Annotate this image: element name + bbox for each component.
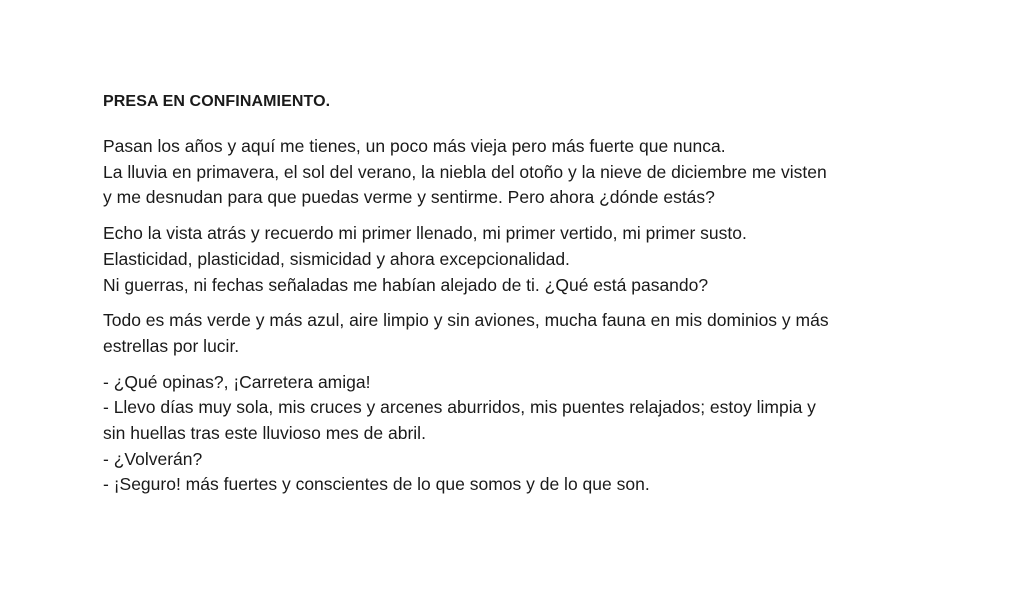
document-page [103, 90, 933, 508]
dialogue-line: - ¿Qué opinas?, ¡Carretera amiga! [103, 371, 371, 392]
paragraph-3 [103, 308, 933, 359]
text-line: Todo es más verde y más azul, aire limpio y sin aviones, mucha fauna en mis dominios y más [103, 310, 829, 331]
paragraph-4-dialogue [103, 370, 933, 499]
text-line: Echo la vista atrás y recuerdo mi primer llenado, mi primer vertido, mi primer susto. [103, 223, 747, 244]
document-title: PRESA EN CONFINAMIENTO. [103, 93, 331, 110]
text-line: La lluvia en primavera, el sol del verano, la niebla del otoño y la nieve de diciembre me visten [103, 161, 827, 182]
dialogue-line: sin huellas tras este lluvioso mes de abril. [103, 423, 426, 444]
dialogue-line: - ¿Volverán? [103, 448, 203, 469]
paragraph-2 [103, 221, 933, 298]
paragraph-1 [103, 134, 933, 211]
dialogue-line: - Llevo días muy sola, mis cruces y arcenes aburridos, mis puentes relajados; estoy limpia y [103, 397, 816, 418]
text-line: Elasticidad, plasticidad, sismicidad y ahora excepcionalidad. [103, 248, 570, 269]
text-line: estrellas por lucir. [103, 335, 240, 356]
text-line: Pasan los años y aquí me tienes, un poco más vieja pero más fuerte que nunca. [103, 136, 726, 156]
dialogue-line: - ¡Seguro! más fuertes y conscientes de lo que somos y de lo que son. [103, 474, 650, 495]
text-line: Ni guerras, ni fechas señaladas me habían alejado de ti. ¿Qué está pasando? [103, 274, 709, 295]
text-line: y me desnudan para que puedas verme y sentirme. Pero ahora ¿dónde estás? [103, 187, 715, 208]
